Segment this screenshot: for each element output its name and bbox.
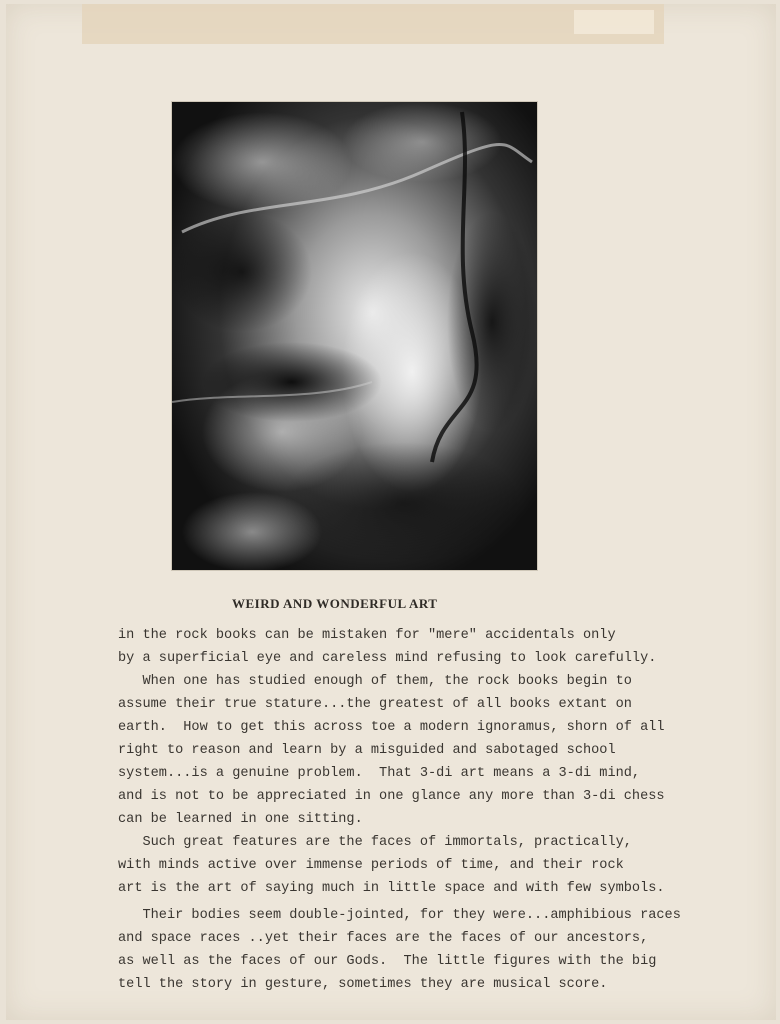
paragraph <box>118 904 778 996</box>
text-line: can be learned in one sitting. <box>118 812 363 827</box>
text-line: right to reason and learn by a misguided and sabotaged school <box>118 743 616 758</box>
text-line: with minds active over immense periods of time, and their rock <box>118 858 624 873</box>
text-line: earth. How to get this across toe a modern ignoramus, shorn of all <box>118 720 665 735</box>
paragraph <box>118 624 778 670</box>
page-title: WEIRD AND WONDERFUL ART <box>232 596 438 611</box>
paragraph <box>118 670 778 831</box>
text-line: in the rock books can be mistaken for "mere" accidentals only <box>118 628 616 643</box>
text-line: by a superficial eye and careless mind refusing to look carefully. <box>118 651 657 666</box>
text-line: assume their true stature...the greatest of all books extant on <box>118 697 632 712</box>
text-line: system...is a genuine problem. That 3-di art means a 3-di mind, <box>118 766 641 781</box>
paragraph <box>118 831 778 900</box>
text-line: as well as the faces of our Gods. The little figures with the big <box>118 954 657 969</box>
body-text <box>118 624 778 996</box>
tape-mark <box>574 10 654 34</box>
text-line: Their bodies seem double-jointed, for they were...amphibious races <box>118 908 681 923</box>
text-line: and is not to be appreciated in one glance any more than 3-di chess <box>118 789 665 804</box>
text-line: art is the art of saying much in little space and with few symbols. <box>118 881 665 896</box>
text-line: tell the story in gesture, sometimes they are musical score. <box>118 977 608 992</box>
text-line: and space races ..yet their faces are the faces of our ancestors, <box>118 931 649 946</box>
rock-photograph-image <box>172 102 537 570</box>
text-line: Such great features are the faces of immortals, practically, <box>118 835 632 850</box>
document-page <box>6 4 776 1020</box>
rock-photograph <box>172 102 537 570</box>
text-line: When one has studied enough of them, the rock books begin to <box>118 674 632 689</box>
